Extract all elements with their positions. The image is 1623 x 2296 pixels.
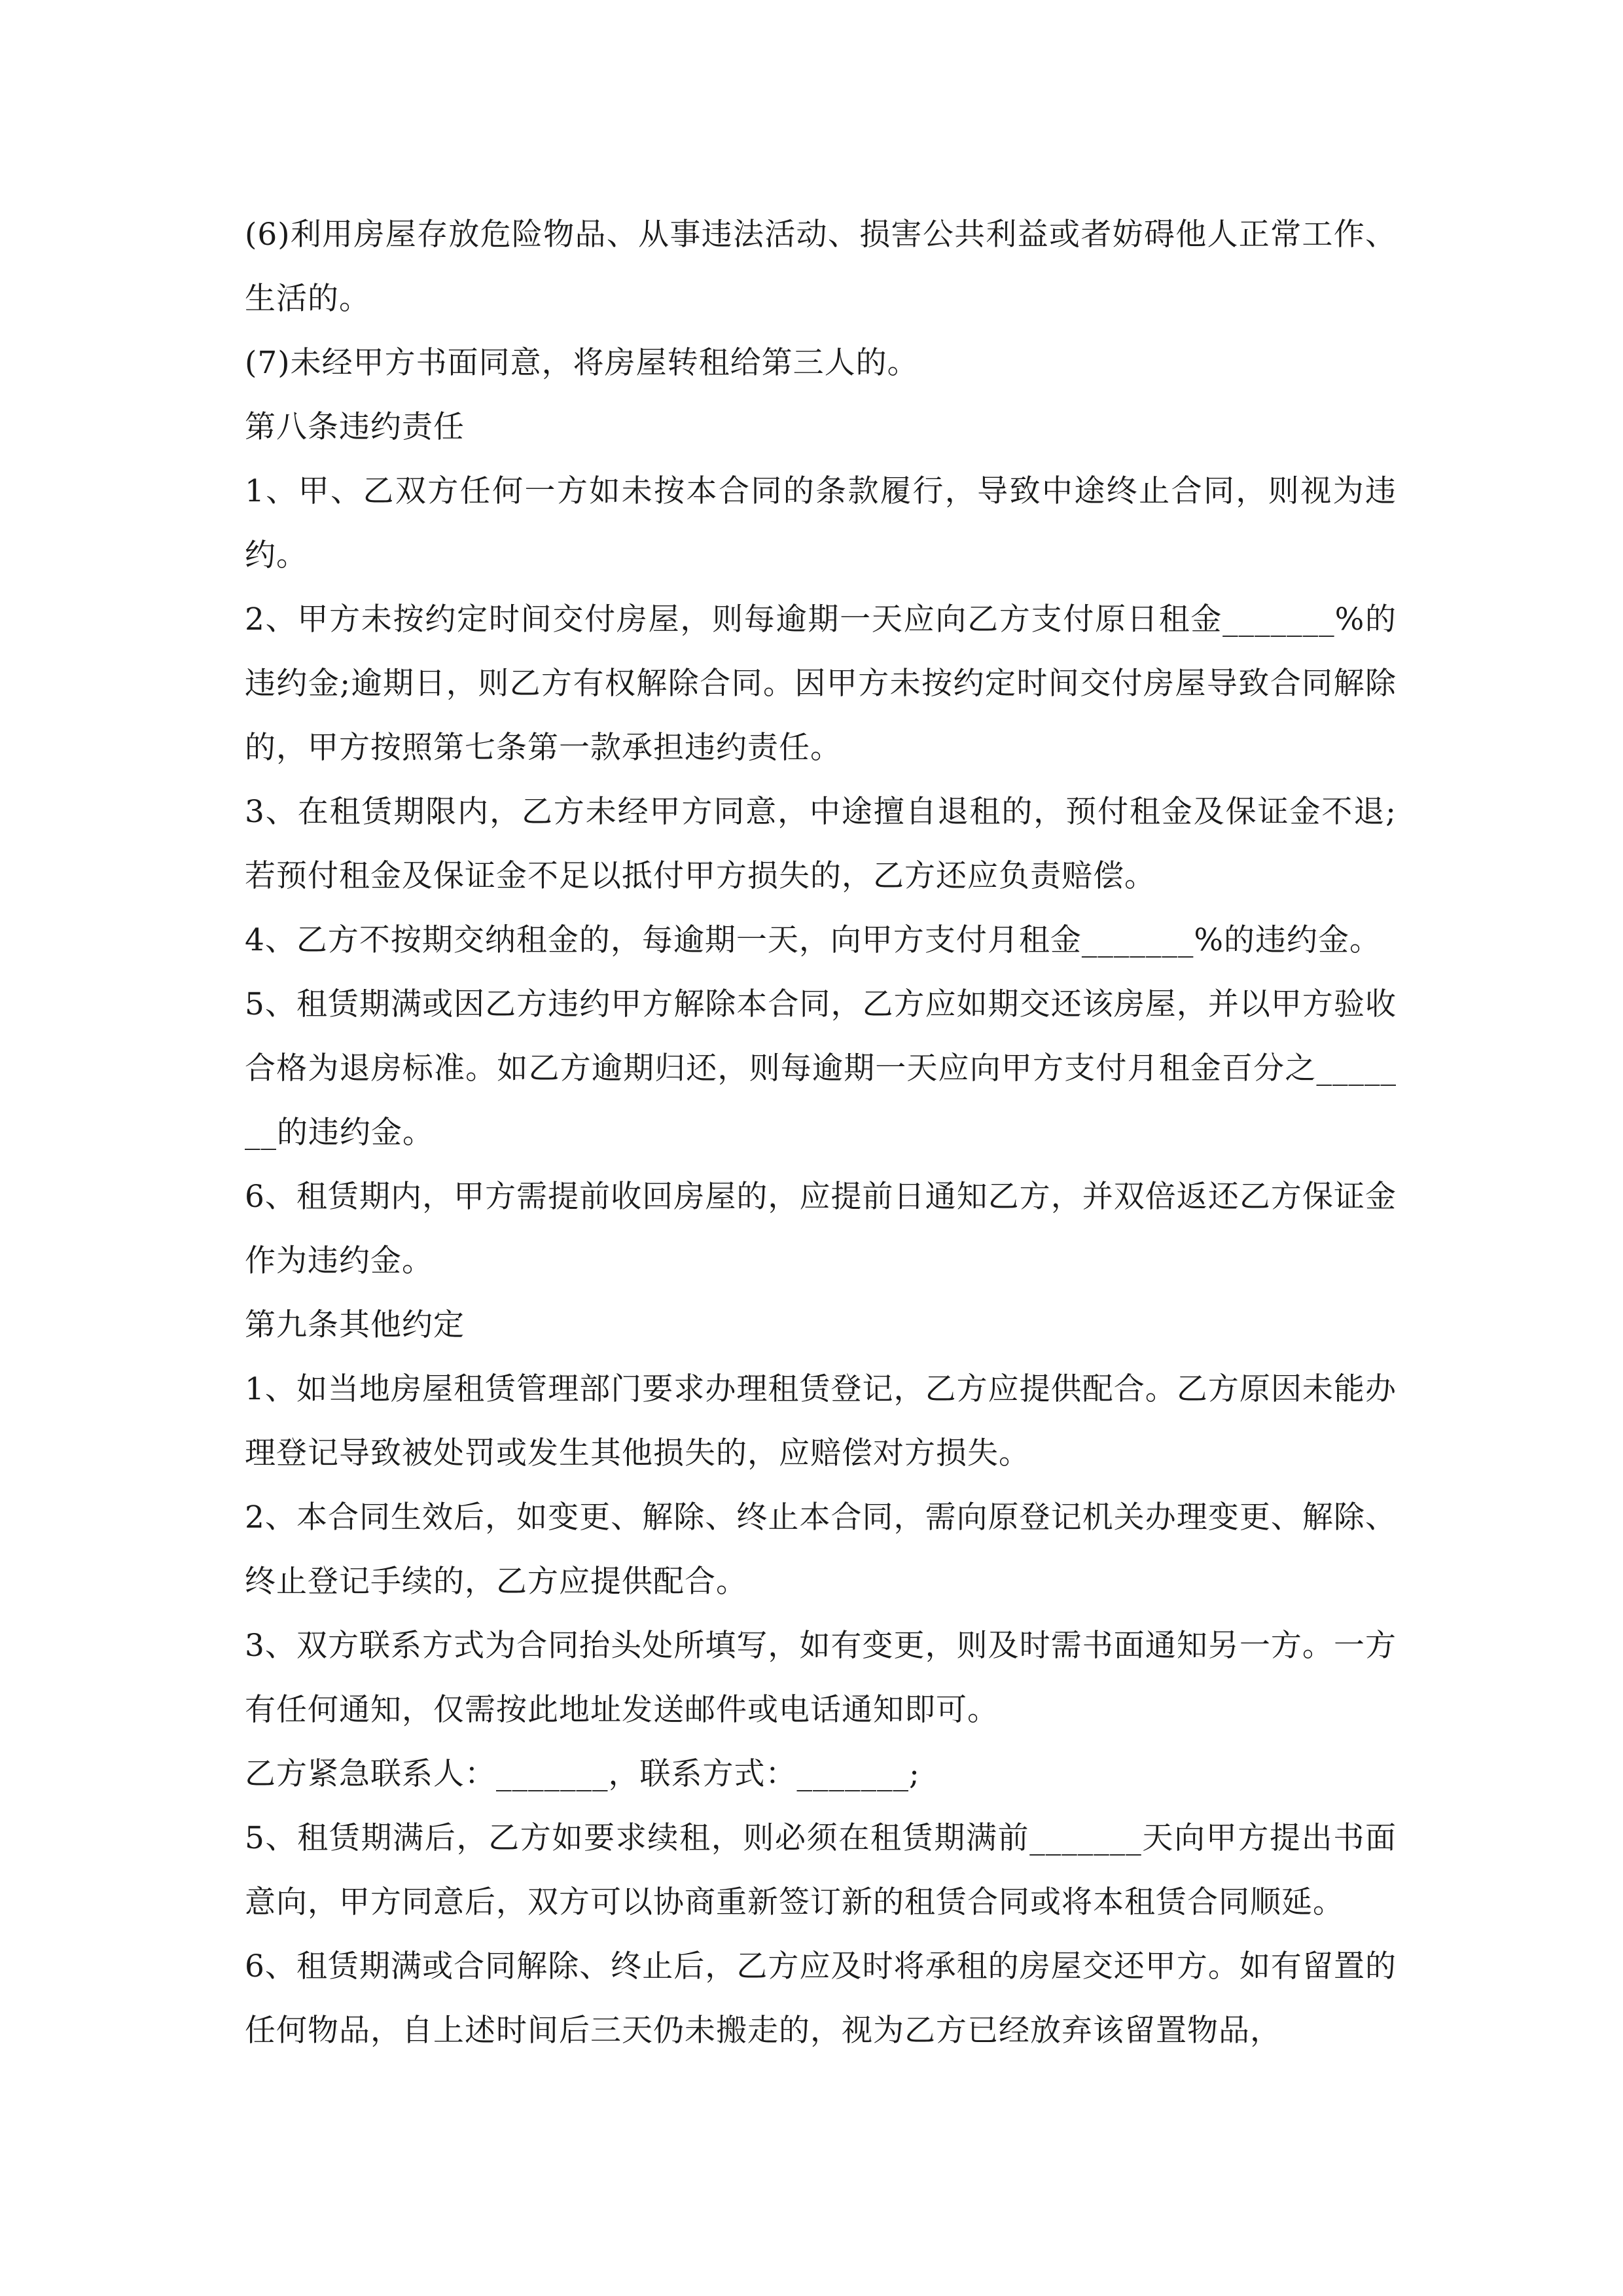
article-9-item-2: 2、本合同生效后，如变更、解除、终止本合同，需向原登记机关办理变更、解除、终止登记手续的，乙方应提供配合。 — [245, 1499, 1397, 1600]
article-9-item-5: 5、租赁期满后，乙方如要求续租，则必须在租赁期满前_______天向甲方提出书面意向，甲方同意后，双方可以协商重新签订新的租赁合同或将本租赁合同顺延。 — [245, 1820, 1397, 1920]
emergency-contact-line: 乙方紧急联系人：_______，联系方式：_______; — [245, 1756, 920, 1792]
document-body — [245, 203, 1397, 2063]
article-8-item-2: 2、甲方未按约定时间交付房屋，则每逾期一天应向乙方支付原日租金_______%的违约金;逾期日，则乙方有权解除合同。因甲方未按约定时间交付房屋导致合同解除的，甲方按照第七条第一款承担违约责任。 — [245, 601, 1397, 766]
article-9-heading: 第九条其他约定 — [245, 1307, 465, 1343]
clause-7-item-6: (6)利用房屋存放危险物品、从事违法活动、损害公共利益或者妨碍他人正常工作、生活的。 — [245, 217, 1397, 317]
article-9-item-6: 6、租赁期满或合同解除、终止后，乙方应及时将承租的房屋交还甲方。如有留置的任何物品，自上述时间后三天仍未搬走的，视为乙方已经放弃该留置物品， — [245, 1948, 1397, 2049]
article-8-item-1: 1、甲、乙双方任何一方如未按本合同的条款履行，导致中途终止合同，则视为违约。 — [245, 473, 1397, 573]
article-8-heading: 第八条违约责任 — [245, 409, 465, 445]
article-8-item-4: 4、乙方不按期交纳租金的，每逾期一天，向甲方支付月租金_______%的违约金。 — [245, 922, 1382, 958]
article-8-item-3: 3、在租赁期限内，乙方未经甲方同意，中途擅自退租的，预付租金及保证金不退;若预付租金及保证金不足以抵付甲方损失的，乙方还应负责赔偿。 — [245, 794, 1397, 894]
clause-7-item-7: (7)未经甲方书面同意，将房屋转租给第三人的。 — [245, 345, 919, 381]
article-8-item-6: 6、租赁期内，甲方需提前收回房屋的，应提前日通知乙方，并双倍返还乙方保证金作为违约金。 — [245, 1179, 1397, 1279]
article-8-item-5: 5、租赁期满或因乙方违约甲方解除本合同，乙方应如期交还该房屋，并以甲方验收合格为退房标准。如乙方逾期归还，则每逾期一天应向甲方支付月租金百分之_______的违约金。 — [245, 986, 1397, 1151]
article-9-item-1: 1、如当地房屋租赁管理部门要求办理租赁登记，乙方应提供配合。乙方原因未能办理登记导致被处罚或发生其他损失的，应赔偿对方损失。 — [245, 1371, 1397, 1471]
article-9-item-3: 3、双方联系方式为合同抬头处所填写，如有变更，则及时需书面通知另一方。一方有任何通知，仅需按此地址发送邮件或电话通知即可。 — [245, 1628, 1397, 1728]
